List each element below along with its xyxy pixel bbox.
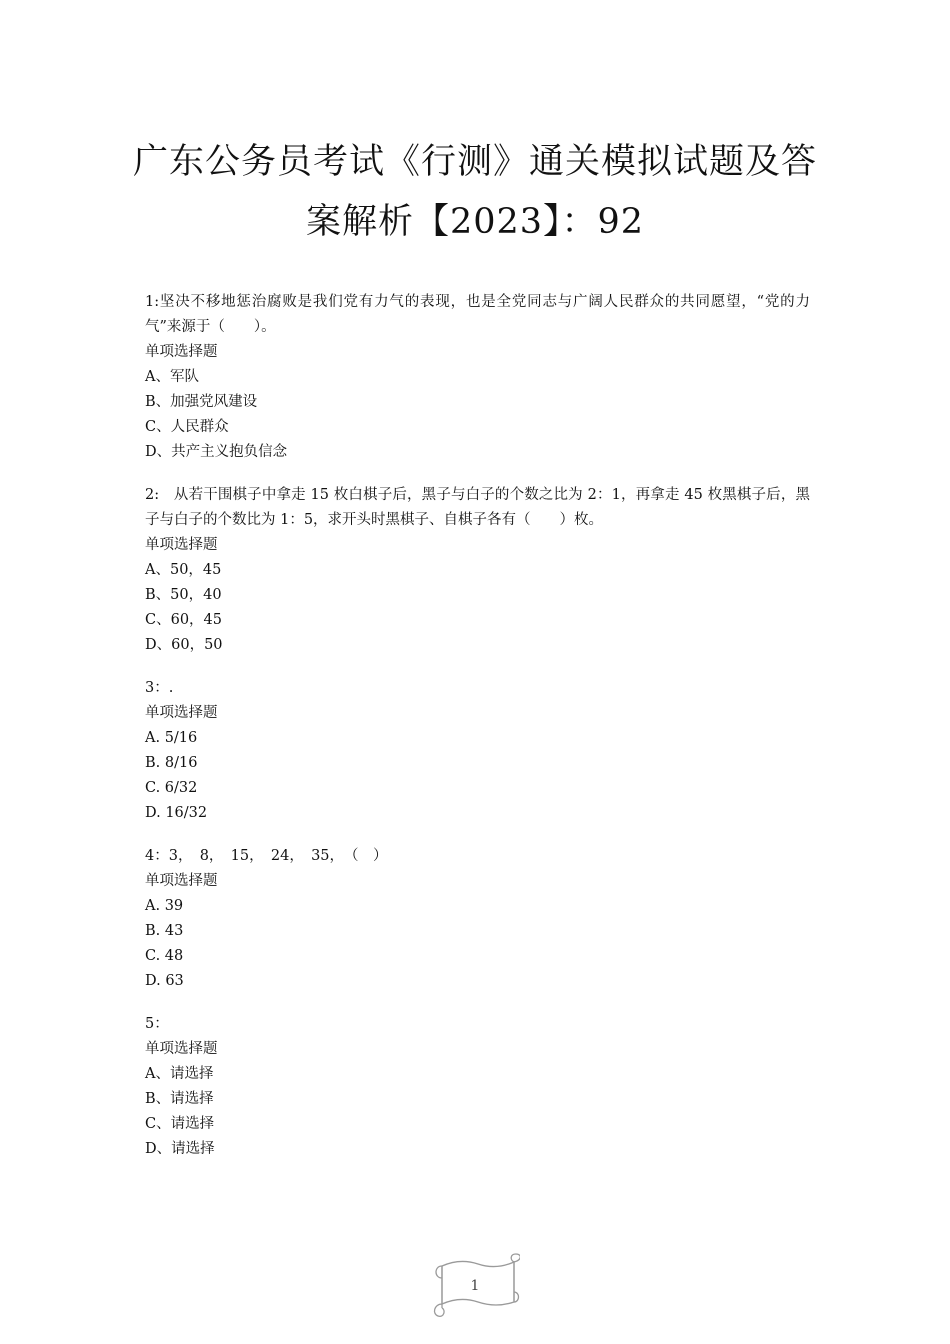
question-list (145, 290, 810, 1180)
question-type: 单项选择题 (145, 1041, 218, 1057)
question-type: 单项选择题 (145, 344, 218, 360)
title-line-1: 广东公务员考试《行测》通关模拟试题及答 (132, 142, 817, 182)
option-a: A. 39 (145, 898, 184, 914)
option-b: B、加强党风建设 (145, 394, 258, 410)
question-stem: 5： (145, 1016, 169, 1032)
option-a: A、50，45 (145, 562, 222, 578)
option-c: C、请选择 (145, 1116, 215, 1132)
option-b: B. 8/16 (145, 755, 198, 771)
question-type: 单项选择题 (145, 873, 218, 889)
option-c: C. 6/32 (145, 780, 198, 796)
option-b: B. 43 (145, 923, 184, 939)
page-number: 1 (470, 1278, 480, 1294)
option-d: D. 63 (145, 973, 184, 989)
option-d: D、共产主义抱负信念 (145, 444, 288, 460)
question-stem: 2: 从若干围棋子中拿走 15 枚白棋子后，黑子与白子的个数之比为 2：1，再拿走 45 枚黑棋子后，黑子与白子的个数比为 1：5，求开头时黑棋子、自棋子各有（ ）枚。 (145, 487, 810, 528)
question-stem: 1:坚决不移地惩治腐败是我们党有力气的表现，也是全党同志与广阔人民群众的共同愿望，“党的力气”来源于（ ）。 (145, 294, 810, 335)
option-c: C、人民群众 (145, 419, 229, 435)
question-type: 单项选择题 (145, 705, 218, 721)
option-d: D. 16/32 (145, 805, 208, 821)
option-b: B、50，40 (145, 587, 222, 603)
page-number-badge (430, 1252, 520, 1320)
option-c: C、60，45 (145, 612, 222, 628)
title-line-2: 案解析【2023】：92 (305, 202, 645, 242)
question-5 (145, 1012, 810, 1162)
document-title (0, 132, 950, 252)
option-d: D、请选择 (145, 1141, 215, 1157)
question-stem: 4：3， 8， 15， 24， 35， （ ） (145, 848, 388, 864)
question-stem: 3：. (145, 680, 174, 696)
question-2 (145, 483, 810, 658)
option-a: A. 5/16 (145, 730, 198, 746)
option-d: D、60，50 (145, 637, 223, 653)
question-1 (145, 290, 810, 465)
option-c: C. 48 (145, 948, 184, 964)
question-3 (145, 676, 810, 826)
option-b: B、请选择 (145, 1091, 214, 1107)
option-a: A、请选择 (145, 1066, 214, 1082)
question-type: 单项选择题 (145, 537, 218, 553)
option-a: A、军队 (145, 369, 199, 385)
question-4 (145, 844, 810, 994)
